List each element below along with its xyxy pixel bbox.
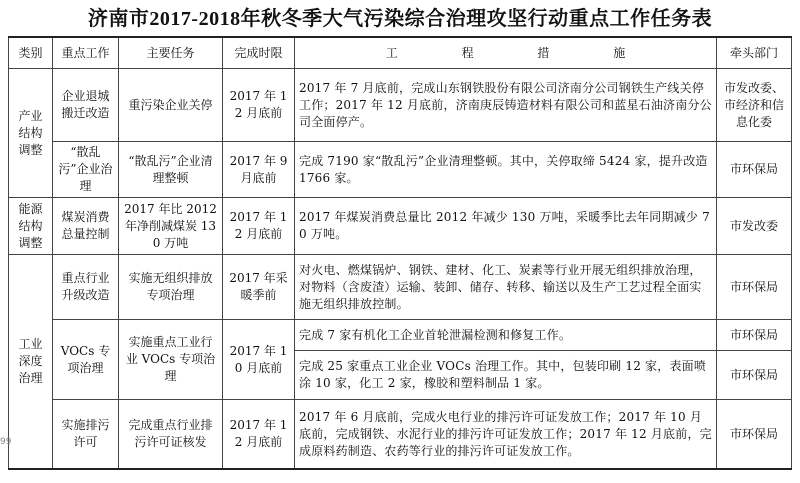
measures-cell: 完成 25 家重点工业企业 VOCs 治理工作。其中，包装印刷 12 家，表面喷涂 10 家，化工 2 家，橡胶和塑料制品 1 家。 (295, 351, 717, 400)
category-cell: 能源结构调整 (9, 198, 53, 255)
table-header-row (9, 37, 792, 69)
task-table (8, 36, 792, 470)
table-row (9, 69, 792, 142)
table-row (9, 142, 792, 198)
measures-cell: 完成 7190 家“散乱污”企业清理整顿。其中，关停取缔 5424 家，提升改造 1766 家。 (295, 142, 717, 198)
deadline-cell: 2017 年 12 月底前 (223, 69, 295, 142)
header-category: 类别 (9, 37, 53, 69)
table-row (9, 255, 792, 320)
deadline-cell: 2017 年 12 月底前 (223, 198, 295, 255)
header-measures: 工 程 措 施 (295, 37, 717, 69)
measures-cell: 完成 7 家有机化工企业首轮泄漏检测和修复工作。 (295, 320, 717, 351)
measures-cell: 对火电、燃煤锅炉、钢铁、建材、化工、炭素等行业开展无组织排放治理，对物料（含废渣）运输、装卸、储存、转移、输送以及生产工艺过程全面实施无组织排放控制。 (295, 255, 717, 320)
deadline-cell: 2017 年 9 月底前 (223, 142, 295, 198)
header-deadline: 完成时限 (223, 37, 295, 69)
header-task: 主要任务 (119, 37, 223, 69)
deadline-cell: 2017 年采暖季前 (223, 255, 295, 320)
dept-cell: 市环保局 (717, 400, 792, 470)
dept-cell: 市环保局 (717, 320, 792, 351)
page-title (0, 2, 800, 34)
header-dept: 牵头部门 (717, 37, 792, 69)
task-cell: 实施无组织排放专项治理 (119, 255, 223, 320)
measures-cell: 2017 年 7 月底前，完成山东钢铁股份有限公司济南分公司钢铁生产线关停工作；2017 年 12 月底前，济南庚辰铸造材料有限公司和蓝星石油济南分公司全面停产。 (295, 69, 717, 142)
work-cell: 企业退城搬迁改造 (53, 69, 119, 142)
dept-cell: 市发改委 (717, 198, 792, 255)
work-cell: “散乱污”企业治理 (53, 142, 119, 198)
table-row (9, 400, 792, 470)
title-suffix: 年秋冬季大气污染综合治理攻坚行动重点工作任务表 (240, 6, 713, 30)
task-cell: 实施重点工业行业 VOCs 专项治理 (119, 320, 223, 400)
table-row (9, 320, 792, 351)
deadline-cell: 2017 年 10 月底前 (223, 320, 295, 400)
dept-cell: 市发改委、市经济和信息化委 (717, 69, 792, 142)
work-cell: 重点行业升级改造 (53, 255, 119, 320)
title-years: 2017-2018 (149, 8, 241, 30)
table-row (9, 198, 792, 255)
category-cell: 工业深度治理 (9, 255, 53, 470)
title-prefix: 济南市 (87, 6, 150, 30)
deadline-cell: 2017 年 12 月底前 (223, 400, 295, 470)
work-cell: 实施排污许可 (53, 400, 119, 470)
measures-cell: 2017 年 6 月底前，完成火电行业的排污许可证发放工作；2017 年 10 月底前，完成钢铁、水泥行业的排污许可证发放工作；2017 年 12 月底前，完成原料药制造、农药等行业的排污许可证发放工作。 (295, 400, 717, 470)
task-cell: 重污染企业关停 (119, 69, 223, 142)
work-cell: VOCs 专项治理 (53, 320, 119, 400)
task-cell: 2017 年比 2012 年净削减煤炭 130 万吨 (119, 198, 223, 255)
header-work: 重点工作 (53, 37, 119, 69)
work-cell: 煤炭消费总量控制 (53, 198, 119, 255)
task-cell: 完成重点行业排污许可证核发 (119, 400, 223, 470)
dept-cell: 市环保局 (717, 351, 792, 400)
category-cell: 产业结构调整 (9, 69, 53, 198)
dept-cell: 市环保局 (717, 255, 792, 320)
measures-cell: 2017 年煤炭消费总量比 2012 年减少 130 万吨，采暖季比去年同期减少 70 万吨。 (295, 198, 717, 255)
page-margin-mark: 99 (0, 437, 12, 447)
dept-cell: 市环保局 (717, 142, 792, 198)
task-cell: “散乱污”企业清理整顿 (119, 142, 223, 198)
